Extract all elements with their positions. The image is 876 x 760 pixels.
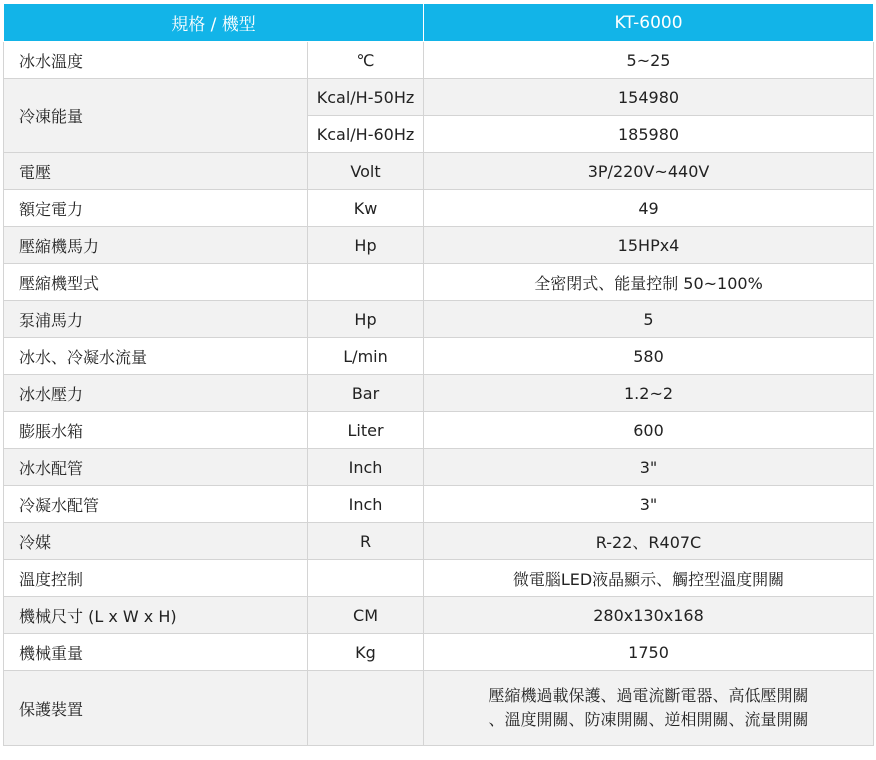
row-name: 機械重量 bbox=[4, 634, 308, 671]
table-row bbox=[4, 42, 874, 79]
row-value: 3" bbox=[424, 486, 874, 523]
row-value: 1.2~2 bbox=[424, 375, 874, 412]
table-row bbox=[4, 560, 874, 597]
row-unit: Hp bbox=[308, 301, 424, 338]
row-value: R-22、R407C bbox=[424, 523, 874, 560]
row-unit bbox=[308, 264, 424, 301]
table-row bbox=[4, 264, 874, 301]
row-value: 600 bbox=[424, 412, 874, 449]
row-name: 冷凍能量 bbox=[4, 79, 308, 153]
row-name: 額定電力 bbox=[4, 190, 308, 227]
row-unit: Hp bbox=[308, 227, 424, 264]
row-value: 微電腦LED液晶顯示、觸控型溫度開關 bbox=[424, 560, 874, 597]
row-name: 冷媒 bbox=[4, 523, 308, 560]
row-value: 154980 bbox=[424, 79, 874, 116]
row-name: 冷凝水配管 bbox=[4, 486, 308, 523]
row-name: 壓縮機型式 bbox=[4, 264, 308, 301]
row-value: 5 bbox=[424, 301, 874, 338]
header-spec-label: 規格 / 機型 bbox=[4, 4, 424, 42]
row-unit bbox=[308, 671, 424, 746]
row-value: 3" bbox=[424, 449, 874, 486]
row-name: 膨脹水箱 bbox=[4, 412, 308, 449]
row-value: 1750 bbox=[424, 634, 874, 671]
row-value: 49 bbox=[424, 190, 874, 227]
spec-table bbox=[3, 3, 874, 746]
value-line: 壓縮機過載保護、過電流斷電器、高低壓開關 bbox=[488, 686, 809, 705]
row-unit: Bar bbox=[308, 375, 424, 412]
table-row bbox=[4, 449, 874, 486]
table-row bbox=[4, 338, 874, 375]
table-row bbox=[4, 79, 874, 116]
value-line: 、溫度開關、防凍開關、逆相開關、流量開關 bbox=[488, 710, 809, 729]
row-name: 保護裝置 bbox=[4, 671, 308, 746]
row-unit bbox=[308, 560, 424, 597]
row-name: 電壓 bbox=[4, 153, 308, 190]
row-unit: Kg bbox=[308, 634, 424, 671]
row-value bbox=[424, 671, 874, 746]
table-row bbox=[4, 153, 874, 190]
table-row bbox=[4, 597, 874, 634]
table-row bbox=[4, 227, 874, 264]
row-unit: Kcal/H-60Hz bbox=[308, 116, 424, 153]
row-name: 冰水、冷凝水流量 bbox=[4, 338, 308, 375]
row-name: 泵浦馬力 bbox=[4, 301, 308, 338]
row-value: 3P/220V~440V bbox=[424, 153, 874, 190]
table-row bbox=[4, 523, 874, 560]
row-name: 冰水溫度 bbox=[4, 42, 308, 79]
row-value: 580 bbox=[424, 338, 874, 375]
table-header bbox=[4, 4, 874, 42]
row-name: 冰水配管 bbox=[4, 449, 308, 486]
header-model: KT-6000 bbox=[424, 4, 874, 42]
table-row bbox=[4, 301, 874, 338]
row-value: 全密閉式、能量控制 50~100% bbox=[424, 264, 874, 301]
row-value: 15HPx4 bbox=[424, 227, 874, 264]
table-body bbox=[4, 42, 874, 746]
table-row bbox=[4, 486, 874, 523]
header-row bbox=[4, 4, 874, 42]
row-unit: Inch bbox=[308, 486, 424, 523]
row-unit: ℃ bbox=[308, 42, 424, 79]
row-value: 185980 bbox=[424, 116, 874, 153]
row-unit: L/min bbox=[308, 338, 424, 375]
table-row bbox=[4, 375, 874, 412]
row-unit: Kcal/H-50Hz bbox=[308, 79, 424, 116]
row-name: 壓縮機馬力 bbox=[4, 227, 308, 264]
row-unit: CM bbox=[308, 597, 424, 634]
table-row bbox=[4, 671, 874, 746]
row-unit: Liter bbox=[308, 412, 424, 449]
row-value: 5~25 bbox=[424, 42, 874, 79]
table-row bbox=[4, 634, 874, 671]
row-unit: Inch bbox=[308, 449, 424, 486]
row-unit: Kw bbox=[308, 190, 424, 227]
row-name: 溫度控制 bbox=[4, 560, 308, 597]
row-name: 冰水壓力 bbox=[4, 375, 308, 412]
table-row bbox=[4, 412, 874, 449]
row-unit: R bbox=[308, 523, 424, 560]
row-name: 機械尺寸 (L x W x H) bbox=[4, 597, 308, 634]
row-unit: Volt bbox=[308, 153, 424, 190]
row-value: 280x130x168 bbox=[424, 597, 874, 634]
table-row bbox=[4, 190, 874, 227]
